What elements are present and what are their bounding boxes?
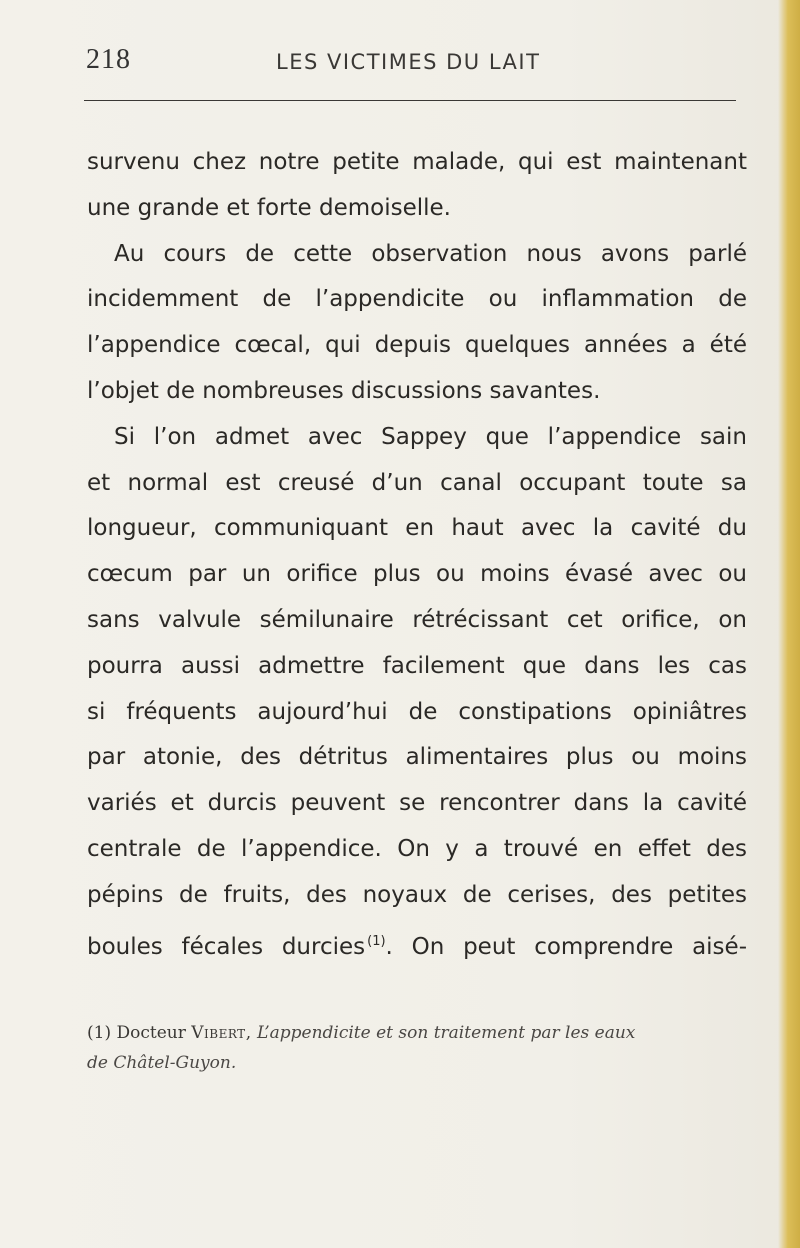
page-number: 218: [86, 44, 131, 75]
footnote-title: L’appendicite et son traitement par les eaux: [257, 1023, 636, 1043]
text-line: sans valvule sémilunaire rétrécissant cet orifice, on: [87, 606, 747, 633]
page-edge-binding: [778, 0, 800, 1248]
text-line: cœcum par un orifice plus ou moins évasé avec ou: [87, 561, 747, 588]
text-line: variés et durcis peuvent se rencontrer dans la cavité: [87, 790, 747, 817]
header-rule: [84, 100, 736, 101]
text-fragment: boules fécales durcies: [87, 933, 366, 960]
text-line: centrale de l’appendice. On y a trouvé en effet des: [87, 835, 747, 862]
page-header: [86, 44, 746, 84]
running-title: LES VICTIMES DU LAIT: [276, 50, 541, 74]
text-line: Au cours de cette observation nous avons parlé: [114, 240, 747, 267]
text-line-with-footnote-ref: [87, 919, 747, 971]
text-line: pépins de fruits, des noyaux de cerises, des petites: [87, 881, 747, 908]
text-line: longueur, communiquant en haut avec la cavité du: [87, 515, 747, 542]
text-line: incidemment de l’appendicite ou inflammation de: [87, 286, 747, 313]
text-line: l’appendice cœcal, qui depuis quelques années a été: [87, 332, 747, 359]
footnote-title-continued: de Châtel-Guyon.: [87, 1053, 237, 1073]
text-fragment: . On peut comprendre aisé-: [385, 933, 747, 960]
footnote-prefix: Docteur: [116, 1023, 186, 1043]
text-line: une grande et forte demoiselle.: [87, 194, 451, 221]
footnote-line: [87, 1018, 767, 1048]
footnote-author: Vibert,: [191, 1023, 252, 1043]
text-line: survenu chez notre petite malade, qui est maintenant: [87, 149, 747, 175]
text-line: Si l’on admet avec Sappey que l’appendice sain: [114, 423, 747, 450]
text-line: si fréquents aujourd’hui de constipations opiniâtres: [87, 698, 747, 725]
text-line: et normal est creusé d’un canal occupant toute sa: [87, 469, 747, 496]
footnote-marker: (1): [87, 1023, 112, 1043]
text-line: l’objet de nombreuses discussions savantes.: [87, 377, 601, 404]
footnote-reference: (1): [367, 933, 386, 949]
text-line: pourra aussi admettre facilement que dans les cas: [87, 652, 747, 679]
footnote: [87, 1018, 767, 1078]
text-line: par atonie, des détritus alimentaires plus ou moins: [87, 744, 747, 771]
body-text: [87, 140, 747, 970]
